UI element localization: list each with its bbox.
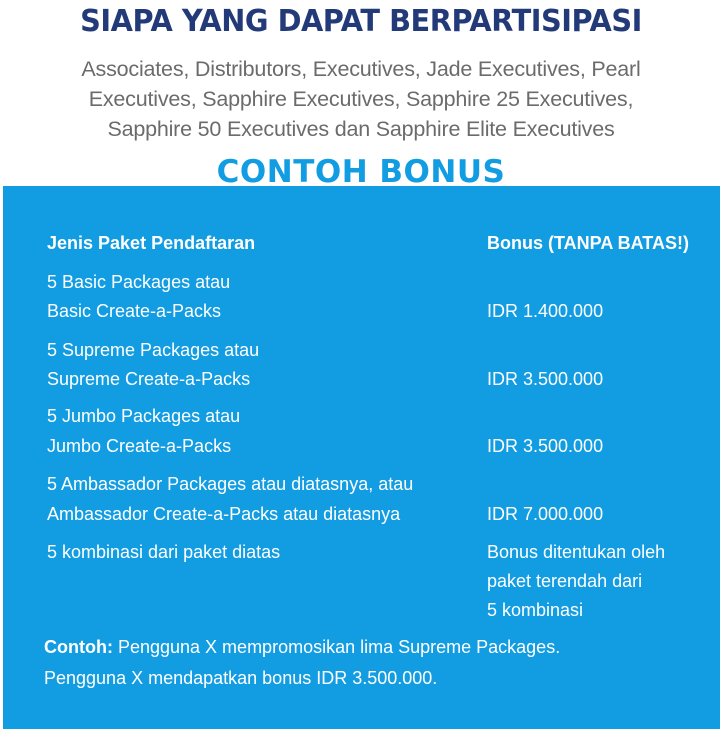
row-package-line: 5 Jumbo Packages atau <box>47 406 241 426</box>
row-package-line: 5 kombinasi dari paket diatas <box>47 542 281 562</box>
row-package-line: Basic Create-a-Packs <box>47 301 222 321</box>
eligible-line: Sapphire 50 Executives dan Sapphire Elite Executives <box>107 117 615 141</box>
row-bonus: IDR 3.500.000 <box>487 436 604 456</box>
eligible-line: Associates, Distributors, Executives, Jade Executives, Pearl <box>81 57 641 81</box>
column-header-package: Jenis Paket Pendaftaran <box>47 233 256 253</box>
page-title: SIAPA YANG DAPAT BERPARTISIPASI <box>80 4 642 39</box>
example-line-2: Pengguna X mendapatkan bonus IDR 3.500.000. <box>44 668 438 688</box>
row-package-line: Jumbo Create-a-Packs <box>47 436 232 456</box>
bonus-heading: CONTOH BONUS <box>216 154 506 190</box>
example-note <box>44 632 560 694</box>
row-bonus: IDR 1.400.000 <box>487 301 604 321</box>
row-package-line: Supreme Create-a-Packs <box>47 369 251 389</box>
row-bonus-line: paket terendah dari <box>487 571 643 591</box>
row-bonus: IDR 3.500.000 <box>487 369 604 389</box>
row-bonus-line: Bonus ditentukan oleh <box>487 542 666 562</box>
row-bonus-line: 5 kombinasi <box>487 600 584 620</box>
example-line-1: Pengguna X mempromosikan lima Supreme Packages. <box>112 637 561 657</box>
row-package-line: 5 Supreme Packages atau <box>47 340 260 360</box>
eligible-line: Executives, Sapphire Executives, Sapphire 25 Executives, <box>88 87 634 111</box>
row-package-line: 5 Ambassador Packages atau diatasnya, atau <box>47 474 414 494</box>
row-package-line: Ambassador Create-a-Packs atau diatasnya <box>47 504 401 524</box>
column-header-bonus: Bonus (TANPA BATAS!) <box>487 233 689 253</box>
row-package-line: 5 Basic Packages atau <box>47 272 231 292</box>
example-label: Contoh: <box>44 637 113 657</box>
eligible-participants <box>0 54 722 144</box>
row-bonus: IDR 7.000.000 <box>487 504 604 524</box>
